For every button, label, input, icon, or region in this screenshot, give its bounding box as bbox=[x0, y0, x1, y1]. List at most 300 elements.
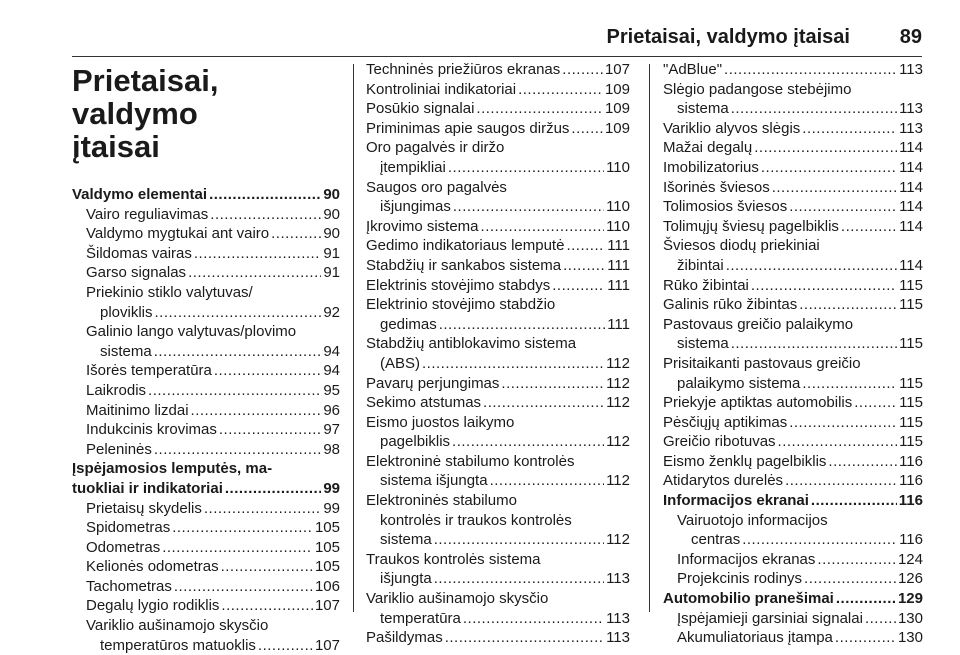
toc-entry-group bbox=[366, 334, 630, 373]
dot-leader bbox=[835, 628, 896, 648]
toc-entry-title: Priekyje aptiktas automobilis bbox=[663, 394, 853, 412]
toc-entry-page: 91 bbox=[323, 244, 340, 262]
toc-entry-page: 115 bbox=[899, 335, 923, 353]
toc-entry-title: Įspėjamieji garsiniai signalai bbox=[677, 609, 863, 627]
toc-entry-page: 90 bbox=[323, 225, 340, 243]
toc-entry[interactable] bbox=[663, 256, 923, 276]
toc-entry-title: Greičio ribotuvas bbox=[663, 433, 776, 451]
dot-leader bbox=[785, 471, 897, 491]
dot-leader bbox=[571, 119, 603, 139]
toc-entry[interactable] bbox=[72, 499, 340, 519]
toc-entry[interactable] bbox=[663, 99, 923, 119]
dot-leader bbox=[188, 263, 321, 283]
dot-leader bbox=[452, 432, 604, 452]
toc-entry[interactable] bbox=[663, 178, 923, 198]
toc-entry-title: Garso signalas bbox=[86, 264, 187, 282]
toc-entry-title: Kelionės odometras bbox=[86, 558, 219, 576]
toc-entry-title: Elektrinis stovėjimo stabdys bbox=[366, 276, 551, 294]
toc-entry-group bbox=[366, 138, 630, 177]
toc-entry-page: 114 bbox=[899, 158, 923, 176]
dot-leader bbox=[841, 217, 897, 237]
toc-entry[interactable] bbox=[72, 185, 340, 205]
toc-entry-page: 99 bbox=[323, 499, 340, 517]
toc-entry[interactable] bbox=[663, 530, 923, 550]
dot-leader bbox=[804, 569, 896, 589]
dot-leader bbox=[789, 413, 897, 433]
toc-entry-group bbox=[663, 80, 923, 119]
toc-entry-title-line: Saugos oro pagalvės bbox=[366, 178, 507, 196]
toc-entry-title: sistema bbox=[677, 335, 729, 353]
toc-entry-page: 113 bbox=[606, 570, 630, 588]
toc-entry-page: 116 bbox=[899, 531, 923, 549]
dot-leader bbox=[828, 452, 897, 472]
toc-entry-page: 115 bbox=[899, 433, 923, 451]
toc-entry-title-line: Elektroninė stabilumo kontrolės bbox=[366, 452, 575, 470]
toc-entry-title: Pavarų perjungimas bbox=[366, 374, 500, 392]
dot-leader bbox=[476, 99, 603, 119]
toc-entry-group bbox=[366, 550, 630, 589]
chapter-title-line: Prietaisai, valdymo bbox=[72, 63, 219, 131]
toc-list bbox=[72, 185, 340, 655]
toc-entry[interactable] bbox=[366, 197, 630, 217]
toc-entry-title: Projekcinis rodinys bbox=[677, 570, 803, 588]
toc-entry-title: Mažai degalų bbox=[663, 139, 753, 157]
toc-entry[interactable] bbox=[366, 80, 630, 100]
toc-entry[interactable] bbox=[366, 393, 630, 413]
dot-leader bbox=[811, 491, 897, 511]
toc-entry[interactable] bbox=[72, 557, 340, 577]
header-divider bbox=[72, 56, 922, 57]
toc-entry-title: Posūkio signalai bbox=[366, 100, 475, 118]
toc-entry-title-line: Galinio lango valytuvas/plovimo bbox=[86, 323, 297, 341]
toc-entry-title: Gedimo indikatoriaus lemputė bbox=[366, 237, 565, 255]
dot-leader bbox=[453, 197, 604, 217]
dot-leader bbox=[434, 569, 604, 589]
toc-entry-page: 99 bbox=[323, 479, 340, 497]
toc-entry[interactable] bbox=[663, 491, 923, 511]
toc-entry-group bbox=[366, 413, 630, 452]
toc-entry-page: 106 bbox=[314, 577, 340, 595]
toc-entry-page: 112 bbox=[606, 472, 630, 490]
toc-entry-group bbox=[366, 178, 630, 217]
page-number: 89 bbox=[899, 26, 922, 48]
toc-entry[interactable] bbox=[72, 205, 340, 225]
dot-leader bbox=[214, 361, 321, 381]
toc-entry[interactable] bbox=[366, 530, 630, 550]
toc-entry-page: 115 bbox=[899, 374, 923, 392]
toc-entry[interactable] bbox=[663, 138, 923, 158]
toc-entry-title: Prietaisų skydelis bbox=[86, 499, 202, 517]
dot-leader bbox=[174, 577, 313, 597]
toc-entry[interactable] bbox=[663, 569, 923, 589]
toc-entry-page: 90 bbox=[323, 186, 340, 203]
toc-entry-title: žibintai bbox=[677, 256, 724, 274]
toc-entry[interactable] bbox=[663, 60, 923, 80]
toc-entry-title-line: Pastovaus greičio palaikymo bbox=[663, 315, 854, 333]
toc-entry[interactable] bbox=[72, 420, 340, 440]
toc-entry[interactable] bbox=[72, 518, 340, 538]
dot-leader bbox=[483, 393, 604, 413]
toc-entry-title: Pašildymas bbox=[366, 629, 443, 647]
toc-entry-title: Kontroliniai indikatoriai bbox=[366, 80, 517, 98]
dot-leader bbox=[836, 589, 896, 609]
header-title: Prietaisai, valdymo įtaisai bbox=[606, 26, 850, 48]
dot-leader bbox=[778, 432, 898, 452]
toc-entry-title-line: Oro pagalvės ir diržo bbox=[366, 139, 505, 157]
toc-entry[interactable] bbox=[663, 471, 923, 491]
toc-entry-page: 115 bbox=[899, 394, 923, 412]
toc-section-group bbox=[72, 459, 340, 498]
dot-leader bbox=[802, 119, 897, 139]
dot-leader bbox=[148, 381, 321, 401]
toc-entry[interactable] bbox=[663, 158, 923, 178]
toc-entry[interactable] bbox=[72, 244, 340, 264]
toc-entry-title: Laikrodis bbox=[86, 381, 147, 399]
toc-entry-page: 116 bbox=[899, 452, 923, 470]
toc-entry-group bbox=[366, 295, 630, 334]
toc-entry-title: išjungta bbox=[380, 570, 432, 588]
dot-leader bbox=[501, 374, 604, 394]
dot-leader bbox=[434, 530, 604, 550]
toc-entry[interactable] bbox=[366, 315, 630, 335]
toc-entry-page: 114 bbox=[899, 217, 923, 235]
toc-entry-title: palaikymo sistema bbox=[677, 374, 801, 392]
toc-entry[interactable] bbox=[72, 636, 340, 655]
dot-leader bbox=[463, 609, 604, 629]
toc-entry-group bbox=[366, 452, 630, 491]
toc-entry-title-line: Priekinio stiklo valytuvas/ bbox=[86, 283, 253, 301]
dot-leader bbox=[518, 80, 603, 100]
toc-entry[interactable] bbox=[72, 577, 340, 597]
dot-leader bbox=[789, 197, 897, 217]
toc-entry-page: 130 bbox=[897, 609, 923, 627]
toc-entry-page: 112 bbox=[606, 394, 630, 412]
column-divider bbox=[353, 64, 354, 612]
toc-entry-page: 105 bbox=[314, 519, 340, 537]
toc-entry-title: Maitinimo lizdai bbox=[86, 401, 189, 419]
dot-leader bbox=[422, 354, 604, 374]
toc-entry-page: 113 bbox=[899, 100, 923, 118]
toc-entry-group bbox=[366, 589, 630, 628]
toc-entry-title: Variklio alyvos slėgis bbox=[663, 119, 801, 137]
toc-entry[interactable] bbox=[72, 538, 340, 558]
toc-column-1 bbox=[72, 60, 340, 655]
toc-entry-page: 114 bbox=[899, 178, 923, 196]
toc-entry-title: centras bbox=[691, 531, 741, 549]
toc-entry-page: 113 bbox=[606, 629, 630, 647]
toc-entry-page: 105 bbox=[314, 538, 340, 556]
toc-entry-page: 114 bbox=[899, 139, 923, 157]
toc-entry-page: 115 bbox=[899, 413, 923, 431]
toc-entry[interactable] bbox=[366, 354, 630, 374]
toc-entry-page: 116 bbox=[899, 472, 923, 490]
dot-leader bbox=[154, 440, 321, 460]
toc-entry-title: Degalų lygio rodiklis bbox=[86, 597, 220, 615]
toc-entry-page: 115 bbox=[899, 276, 923, 294]
toc-entry-title-line: Traukos kontrolės sistema bbox=[366, 550, 541, 568]
toc-entry[interactable] bbox=[663, 374, 923, 394]
toc-entry[interactable] bbox=[366, 569, 630, 589]
toc-list bbox=[663, 60, 923, 648]
dot-leader bbox=[162, 538, 313, 558]
toc-entry-title: Galinis rūko žibintas bbox=[663, 296, 798, 314]
toc-entry-page: 90 bbox=[323, 205, 340, 223]
toc-entry-page: 111 bbox=[607, 276, 630, 294]
dot-leader bbox=[802, 374, 897, 394]
toc-entry-title: Vairo reguliavimas bbox=[86, 205, 209, 223]
toc-entry-title-line: Šviesos diodų priekiniai bbox=[663, 237, 820, 255]
toc-entry-title: Akumuliatoriaus įtampa bbox=[677, 629, 833, 647]
toc-entry-page: 109 bbox=[604, 119, 630, 137]
toc-entry[interactable] bbox=[72, 401, 340, 421]
toc-entry[interactable] bbox=[663, 334, 923, 354]
chapter-title bbox=[72, 64, 340, 163]
toc-entry-title-line: Vairuotojo informacijos bbox=[677, 511, 828, 529]
dot-leader bbox=[751, 276, 897, 296]
toc-entry-title: Rūko žibintai bbox=[663, 276, 749, 294]
toc-entry-page: 107 bbox=[604, 61, 630, 78]
toc-entry-page: 110 bbox=[606, 198, 630, 216]
toc-entry[interactable] bbox=[366, 276, 630, 296]
toc-entry[interactable] bbox=[72, 361, 340, 381]
dot-leader bbox=[731, 334, 897, 354]
toc-entry-title: sistema bbox=[677, 100, 729, 118]
toc-entry-page: 112 bbox=[606, 374, 630, 392]
toc-entry[interactable] bbox=[366, 158, 630, 178]
toc-entry-title: pagelbiklis bbox=[380, 433, 451, 451]
toc-entry-page: 111 bbox=[607, 315, 630, 333]
dot-leader bbox=[258, 636, 313, 655]
toc-entry-title: Priminimas apie saugos diržus bbox=[366, 119, 570, 137]
toc-entry-page: 115 bbox=[899, 296, 923, 314]
toc-entry-title: sistema bbox=[380, 531, 432, 549]
toc-entry-title: Pėsčiųjų aptikimas bbox=[663, 413, 788, 431]
dot-leader bbox=[552, 276, 605, 296]
toc-entry[interactable] bbox=[72, 224, 340, 244]
toc-entry-page: 112 bbox=[606, 531, 630, 549]
toc-entry-title: Odometras bbox=[86, 538, 161, 556]
dot-leader bbox=[562, 60, 603, 80]
toc-entry[interactable] bbox=[72, 596, 340, 616]
toc-entry-page: 111 bbox=[607, 237, 630, 255]
toc-entry-page: 95 bbox=[323, 381, 340, 399]
dot-leader bbox=[204, 499, 321, 519]
toc-entry[interactable] bbox=[366, 628, 630, 648]
dot-leader bbox=[865, 609, 896, 629]
dot-leader bbox=[566, 236, 605, 256]
toc-entry-page: 111 bbox=[607, 256, 630, 274]
toc-entry-group bbox=[366, 491, 630, 550]
dot-leader bbox=[448, 158, 604, 178]
toc-entry[interactable] bbox=[72, 440, 340, 460]
toc-entry-title: išjungimas bbox=[380, 198, 451, 216]
toc-entry-title: Įkrovimo sistema bbox=[366, 217, 479, 235]
toc-entry-title: Išorės temperatūra bbox=[86, 362, 212, 380]
toc-entry-page: 113 bbox=[606, 609, 630, 627]
toc-entry[interactable] bbox=[366, 217, 630, 237]
toc-entry[interactable] bbox=[72, 479, 340, 499]
toc-entry-title: Valdymo elementai bbox=[72, 186, 208, 203]
toc-entry-title: Atidarytos durelės bbox=[663, 472, 784, 490]
toc-entry-page: 94 bbox=[323, 342, 340, 360]
toc-entry[interactable] bbox=[663, 609, 923, 629]
toc-entry-title: Išorinės šviesos bbox=[663, 178, 770, 196]
dot-leader bbox=[799, 295, 897, 315]
toc-entry[interactable] bbox=[663, 589, 923, 609]
toc-entry-group bbox=[72, 616, 340, 655]
toc-column-3 bbox=[663, 60, 923, 648]
dot-leader bbox=[490, 471, 605, 491]
toc-entry[interactable] bbox=[72, 381, 340, 401]
toc-entry[interactable] bbox=[366, 471, 630, 491]
toc-entry-title: Techninės priežiūros ekranas bbox=[366, 61, 561, 78]
toc-entry[interactable] bbox=[663, 413, 923, 433]
toc-entry-page: 92 bbox=[323, 303, 340, 321]
toc-entry-title-line: Prisitaikanti pastovaus greičio bbox=[663, 354, 861, 372]
dot-leader bbox=[726, 256, 897, 276]
toc-entry-page: 112 bbox=[606, 354, 630, 372]
dot-leader bbox=[155, 303, 322, 323]
dot-leader bbox=[271, 224, 321, 244]
page-header bbox=[0, 0, 960, 58]
dot-leader bbox=[563, 256, 605, 276]
dot-leader bbox=[761, 158, 897, 178]
toc-entry[interactable] bbox=[663, 393, 923, 413]
toc-entry[interactable] bbox=[663, 432, 923, 452]
toc-entry[interactable] bbox=[663, 276, 923, 296]
toc-entry[interactable] bbox=[366, 256, 630, 276]
toc-entry-page: 113 bbox=[899, 61, 923, 78]
toc-entry-group bbox=[72, 322, 340, 361]
toc-entry[interactable] bbox=[366, 609, 630, 629]
toc-entry[interactable] bbox=[663, 550, 923, 570]
toc-entry-page: 91 bbox=[323, 264, 340, 282]
toc-entry[interactable] bbox=[663, 197, 923, 217]
toc-entry-group bbox=[663, 511, 923, 550]
toc-entry-title: temperatūros matuoklis bbox=[100, 636, 256, 654]
toc-entry-title: Stabdžių ir sankabos sistema bbox=[366, 256, 562, 274]
toc-entry[interactable] bbox=[366, 60, 630, 80]
toc-entry[interactable] bbox=[663, 217, 923, 237]
dot-leader bbox=[731, 99, 897, 119]
toc-entry-page: 94 bbox=[323, 362, 340, 380]
toc-entry-title-line: Eismo juostos laikymo bbox=[366, 413, 515, 431]
toc-entry-page: 107 bbox=[314, 597, 340, 615]
toc-entry-page: 97 bbox=[323, 421, 340, 439]
toc-entry-title: Informacijos ekranas bbox=[677, 550, 816, 568]
toc-entry-title: gedimas bbox=[380, 315, 437, 333]
dot-leader bbox=[742, 530, 897, 550]
toc-entry[interactable] bbox=[72, 342, 340, 362]
toc-column-2 bbox=[366, 60, 630, 648]
toc-entry-title: Imobilizatorius bbox=[663, 158, 759, 176]
toc-entry-title: (ABS) bbox=[380, 354, 421, 372]
dot-leader bbox=[439, 315, 605, 335]
toc-entry-page: 116 bbox=[898, 492, 923, 510]
toc-entry-title: sistema bbox=[100, 342, 152, 360]
toc-entry-title: Informacijos ekranai bbox=[663, 492, 809, 510]
toc-entry-page: 124 bbox=[897, 550, 923, 568]
toc-entry-title: Indukcinis krovimas bbox=[86, 421, 217, 439]
toc-entry-title: Sekimo atstumas bbox=[366, 394, 482, 412]
toc-entry-page: 113 bbox=[899, 119, 923, 137]
toc-entry-title: tuokliai ir indikatoriai bbox=[72, 479, 223, 497]
toc-entry[interactable] bbox=[72, 303, 340, 323]
dot-leader bbox=[154, 342, 322, 362]
dot-leader bbox=[481, 217, 605, 237]
toc-entry-group bbox=[72, 283, 340, 322]
toc-entry[interactable] bbox=[366, 374, 630, 394]
toc-entry[interactable] bbox=[663, 452, 923, 472]
toc-entry-title: Tolimosios šviesos bbox=[663, 198, 788, 216]
toc-entry-title-line: kontrolės ir traukos kontrolės bbox=[380, 511, 572, 529]
dot-leader bbox=[221, 557, 313, 577]
toc-entry-title-line: Slėgio padangose stebėjimo bbox=[663, 80, 852, 98]
toc-entry-title-line: Elektrinio stovėjimo stabdžio bbox=[366, 296, 556, 314]
toc-entry-group bbox=[663, 236, 923, 275]
toc-entry-title: Peleninės bbox=[86, 440, 152, 458]
toc-entry-page: 98 bbox=[323, 440, 340, 458]
toc-entry[interactable] bbox=[663, 628, 923, 648]
toc-entry-page: 107 bbox=[314, 636, 340, 654]
toc-entry-group bbox=[663, 315, 923, 354]
toc-entry-title: Tachometras bbox=[86, 577, 172, 595]
dot-leader bbox=[209, 185, 321, 205]
toc-entry-page: 130 bbox=[897, 629, 923, 647]
dot-leader bbox=[724, 60, 897, 80]
toc-entry-page: 110 bbox=[606, 217, 630, 235]
dot-leader bbox=[221, 596, 313, 616]
toc-entry-page: 114 bbox=[899, 198, 923, 216]
toc-entry-page: 105 bbox=[314, 558, 340, 576]
toc-entry-title-line: Įspėjamosios lemputės, ma- bbox=[72, 460, 273, 478]
toc-entry-title: Valdymo mygtukai ant vairo bbox=[86, 225, 270, 243]
toc-entry-page: 110 bbox=[606, 158, 630, 176]
dot-leader bbox=[772, 178, 897, 198]
toc-entry-title-line: Variklio aušinamojo skysčio bbox=[86, 617, 269, 635]
toc-entry-title: ploviklis bbox=[100, 303, 153, 321]
toc-entry[interactable] bbox=[366, 432, 630, 452]
toc-entry-title: įtempikliai bbox=[380, 158, 446, 176]
toc-entry-title: "AdBlue" bbox=[663, 61, 723, 78]
toc-list bbox=[366, 60, 630, 648]
toc-entry-title: Spidometras bbox=[86, 519, 171, 537]
toc-entry-page: 96 bbox=[323, 401, 340, 419]
toc-entry-page: 112 bbox=[606, 433, 630, 451]
toc-entry-title: Automobilio pranešimai bbox=[663, 590, 834, 608]
toc-entry[interactable] bbox=[366, 99, 630, 119]
toc-entry-page: 114 bbox=[899, 256, 923, 274]
column-divider bbox=[649, 64, 650, 612]
dot-leader bbox=[817, 550, 896, 570]
toc-entry-title: Tolimųjų šviesų pagelbiklis bbox=[663, 217, 839, 235]
toc-entry[interactable] bbox=[663, 295, 923, 315]
dot-leader bbox=[754, 138, 897, 158]
toc-entry[interactable] bbox=[663, 119, 923, 139]
toc-entry-title-line: Variklio aušinamojo skysčio bbox=[366, 590, 549, 608]
dot-leader bbox=[219, 420, 321, 440]
toc-entry[interactable] bbox=[366, 119, 630, 139]
dot-leader bbox=[191, 401, 322, 421]
dot-leader bbox=[210, 205, 321, 225]
toc-entry[interactable] bbox=[72, 263, 340, 283]
toc-entry-title: temperatūra bbox=[380, 609, 461, 627]
toc-entry-page: 109 bbox=[604, 100, 630, 118]
toc-entry-page: 126 bbox=[897, 570, 923, 588]
toc-entry-title: Eismo ženklų pagelbiklis bbox=[663, 452, 827, 470]
toc-entry-page: 129 bbox=[897, 590, 923, 608]
toc-entry[interactable] bbox=[366, 236, 630, 256]
